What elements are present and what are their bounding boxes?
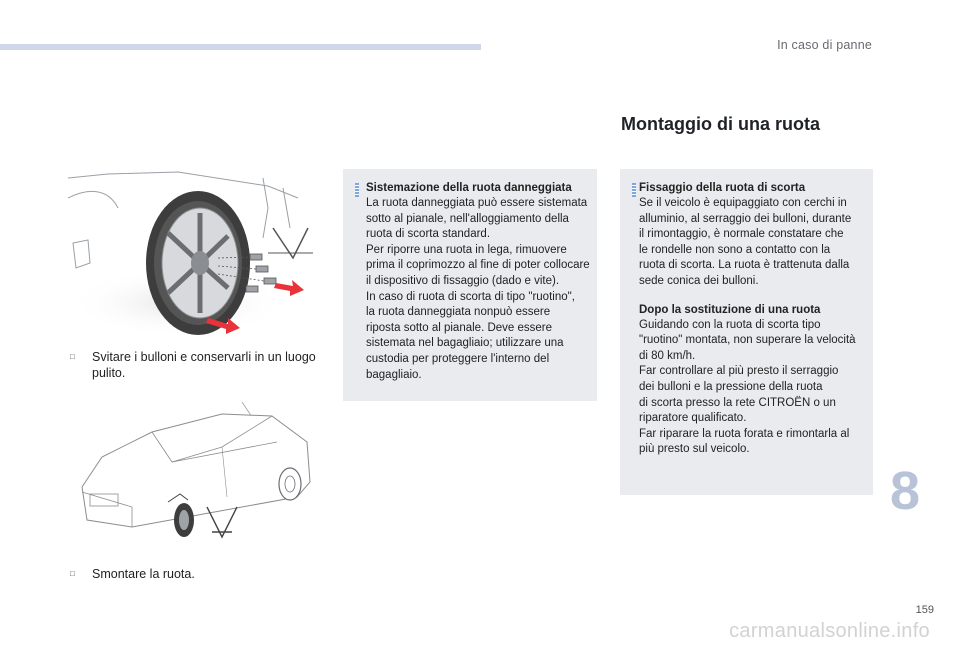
box-title: Fissaggio della ruota di scorta: [639, 182, 806, 194]
info-box-damaged-wheel: [343, 169, 597, 401]
step-unscrew-bolts: [70, 349, 330, 381]
box-title: Sistemazione della ruota danneggiata: [366, 182, 572, 194]
info-box-spare-wheel: [620, 169, 873, 495]
step-marker-icon: □: [70, 352, 75, 361]
wheel-bolts-illustration: [68, 168, 318, 338]
step-marker-icon: □: [70, 569, 75, 578]
box-body: Se il veicolo è equipaggiato con cerchi in alluminio, al serraggio dei bulloni, durante il rimontaggio, è normale constatare che le rondelle non sono a contatto con la ruota di scorta. La ruota è trattenuta dalla sede conica dei bulloni.: [639, 197, 852, 287]
chapter-number: 8: [890, 461, 921, 521]
watermark-text: carmanualsonline.info: [729, 620, 930, 642]
box-accent-icon: [355, 183, 359, 197]
box-subbody: Guidando con la ruota di scorta tipo "ruotino" montata, non superare la velocità di 80 km/h. Far controllare al più presto il serraggio dei bulloni e la pressione della ruota di scorta presso la rete CITROËN o un riparatore qualificato. Far riparare la ruota forata e rimontarla al più presto sul veicolo.: [639, 318, 856, 456]
step-remove-wheel: [70, 566, 330, 582]
page-number: 159: [915, 604, 934, 616]
step-text: Svitare i bulloni e conservarli in un luogo pulito.: [92, 350, 316, 380]
section-label: In caso di panne: [777, 38, 872, 52]
box-accent-icon: [632, 183, 636, 197]
step-text: Smontare la ruota.: [92, 567, 195, 581]
page-title: Montaggio di una ruota: [621, 114, 820, 134]
box-subtitle: Dopo la sostituzione di una ruota: [639, 303, 821, 316]
header-bar: [0, 44, 481, 50]
box-body: La ruota danneggiata può essere sistemata sotto al pianale, nell'alloggiamento della ruota di scorta standard. Per riporre una ruota in lega, rimuovere prima il coprimozzo al fine di poter collocare il dispositivo di fissaggio (dado e vite). In caso di ruota di scorta di tipo "ruotino", la ruota danneggiata nonpuò essere riposta sotto al pianale. Deve essere sistemata nel bagagliaio; utilizzare una custodia per proteggere l'interno del bagagliaio.: [366, 197, 590, 381]
car-wheel-removed-illustration: [72, 402, 317, 547]
